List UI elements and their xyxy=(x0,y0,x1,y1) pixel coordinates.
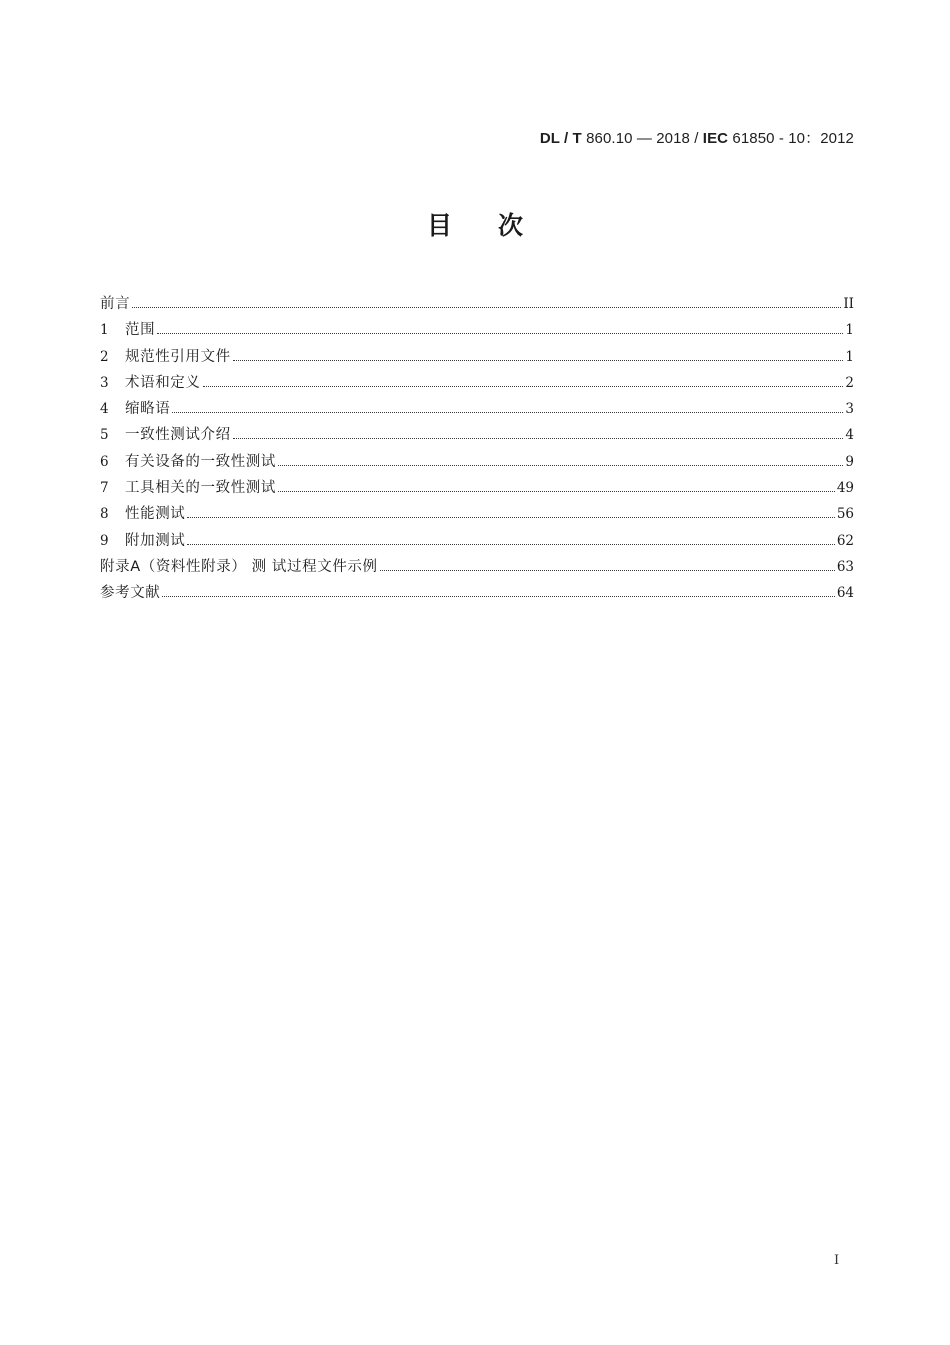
toc-leader-dots xyxy=(233,438,844,439)
page-number: I xyxy=(834,1253,840,1268)
toc-entry-number: 1 xyxy=(100,322,109,339)
toc-entry-page: 62 xyxy=(836,532,854,549)
toc-entry-number: 4 xyxy=(100,401,109,418)
toc-leader-dots xyxy=(203,386,844,387)
iec-prefix: IEC xyxy=(702,130,729,147)
toc-entry[interactable] xyxy=(100,344,854,370)
toc-entry[interactable] xyxy=(100,370,854,396)
toc-entry-label: 参考文献 xyxy=(100,585,161,602)
toc-entry-page: 64 xyxy=(836,585,854,602)
toc-entry-label: 附加测试 xyxy=(125,532,186,549)
table-of-contents xyxy=(100,291,854,607)
toc-entry[interactable] xyxy=(100,317,854,343)
toc-entry-label: 缩略语 xyxy=(125,401,171,418)
toc-entry-page: 1 xyxy=(845,322,854,339)
toc-leader-dots xyxy=(278,465,843,466)
toc-entry[interactable] xyxy=(100,396,854,422)
toc-leader-dots xyxy=(172,412,843,413)
toc-entry[interactable] xyxy=(100,528,854,554)
toc-entry-page: 2 xyxy=(845,374,854,391)
toc-leader-dots xyxy=(187,544,834,545)
standard-code-number: 860.10 — 2018 / xyxy=(586,130,699,147)
toc-entry-page: 49 xyxy=(836,480,854,497)
toc-entry-label: 前言 xyxy=(100,296,131,312)
toc-entry-label: 一致性测试介绍 xyxy=(125,427,231,444)
toc-entry-number: 5 xyxy=(100,427,109,444)
toc-entry-label: 范围 xyxy=(125,322,156,339)
toc-leader-dots xyxy=(157,333,843,334)
toc-entry-page: 9 xyxy=(845,453,854,470)
toc-leader-dots xyxy=(233,360,844,361)
toc-entry-label: 有关设备的一致性测试 xyxy=(125,453,276,470)
toc-entry-number: 6 xyxy=(100,453,109,470)
toc-entry[interactable] xyxy=(100,449,854,475)
toc-entry-label: 附录A（资料性附录） 测 试过程文件示例 xyxy=(100,558,378,575)
toc-entry-page: 1 xyxy=(845,348,854,365)
toc-entry-label: 术语和定义 xyxy=(125,374,201,391)
toc-entry-label: 工具相关的一致性测试 xyxy=(125,480,276,497)
toc-leader-dots xyxy=(278,491,835,492)
toc-entry[interactable] xyxy=(100,501,854,527)
document-header xyxy=(540,127,854,148)
toc-entry-page: 56 xyxy=(836,506,854,523)
toc-entry-appendix[interactable] xyxy=(100,554,854,580)
toc-entry-number: 3 xyxy=(100,374,109,391)
toc-entry-page: 63 xyxy=(836,558,854,575)
toc-entry-label: 性能测试 xyxy=(125,506,186,523)
toc-entry[interactable] xyxy=(100,291,854,317)
toc-leader-dots xyxy=(132,307,841,308)
toc-entry-page: 4 xyxy=(845,427,854,444)
toc-entry-number: 8 xyxy=(100,506,109,523)
toc-entry-page: II xyxy=(843,296,854,312)
toc-leader-dots xyxy=(187,517,834,518)
toc-entry-number: 9 xyxy=(100,532,109,549)
page-title: 目次 xyxy=(426,211,569,240)
standard-code-prefix: DL / T xyxy=(539,130,582,147)
toc-leader-dots xyxy=(162,596,834,597)
toc-entry-number: 2 xyxy=(100,348,109,365)
toc-entry-page: 3 xyxy=(845,401,854,418)
toc-entry-references[interactable] xyxy=(100,580,854,606)
toc-entry-number: 7 xyxy=(100,480,109,497)
iec-code-number: 61850 - 10：2012 xyxy=(732,130,854,147)
toc-entry-label: 规范性引用文件 xyxy=(125,348,231,365)
toc-entry[interactable] xyxy=(100,422,854,448)
toc-leader-dots xyxy=(380,570,835,571)
toc-entry[interactable] xyxy=(100,475,854,501)
